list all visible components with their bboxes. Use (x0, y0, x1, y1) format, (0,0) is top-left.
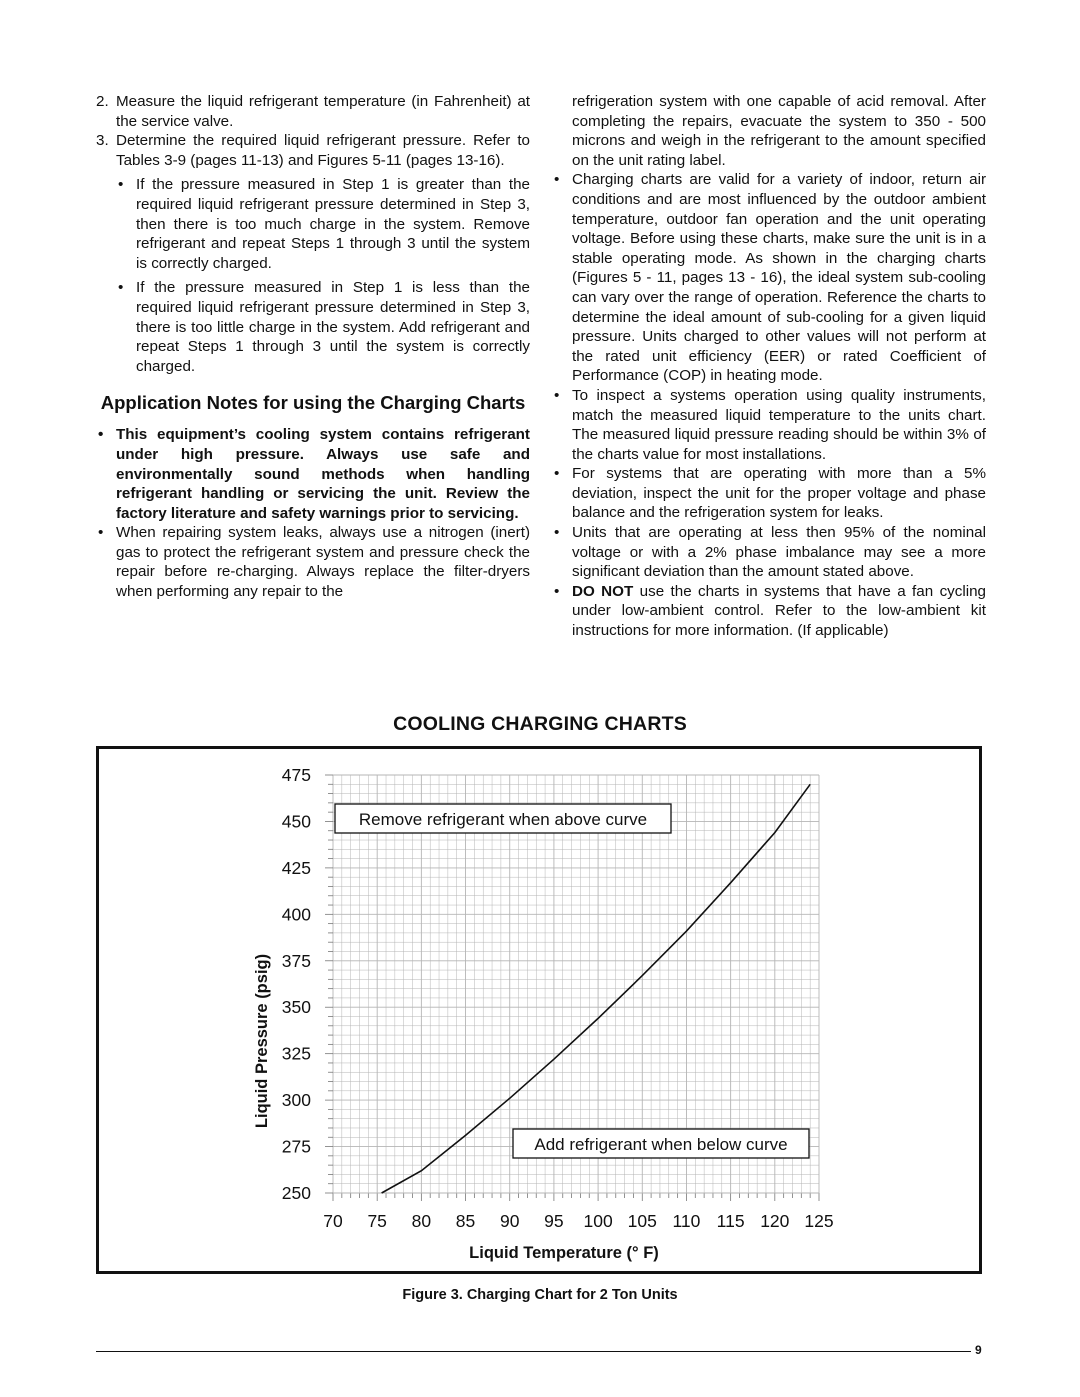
continuation-text: refrigeration system with one capable of acid removal. After completing the repairs, evacuate the system to 350 - 500 microns and weigh in the refrigerant to the amount specified on the unit rating label. (572, 93, 986, 169)
annotation-above (335, 804, 671, 833)
list-item: • Units that are operating at less then 95% of the nominal voltage or with a 2% phase imbalance may see a more significant deviation than the amount stated above. (552, 523, 986, 582)
x-tick-labels (323, 1211, 833, 1231)
step-text: Determine the required liquid refrigerant pressure. Refer to Tables 3-9 (pages 11-13) and Figures 5-11 (pages 13-16). (116, 132, 530, 169)
x-tick-label: 80 (411, 1211, 432, 1231)
left-column (96, 92, 530, 602)
y-tick-label: 400 (281, 904, 311, 925)
chart-frame (96, 746, 982, 1274)
step-number: 2. (96, 93, 109, 110)
figure-caption: Figure 3. Charging Chart for 2 Ton Units (402, 1287, 678, 1303)
annotation-below (513, 1129, 809, 1158)
y-tick-label: 275 (281, 1136, 311, 1157)
x-axis-label: Liquid Temperature (° F) (469, 1244, 659, 1262)
list-item: • If the pressure measured in Step 1 is less than the required liquid refrigerant pressure determined in Step 3, there is too little charge in the system. Add refrigerant and repeat Steps 1 through 3 until the system is correctly charged. (116, 278, 530, 376)
step-3 (96, 131, 530, 170)
y-tick-label: 375 (281, 950, 311, 971)
y-tick-label: 300 (281, 1090, 311, 1111)
x-tick-label: 110 (672, 1211, 701, 1231)
y-axis-label: Liquid Pressure (psig) (253, 953, 271, 1129)
x-tick-label: 115 (716, 1211, 745, 1231)
footer-rule (96, 1351, 971, 1352)
chart-heading: COOLING CHARGING CHARTS (393, 713, 687, 735)
step-2 (96, 92, 530, 131)
do-not-label: DO NOT (572, 582, 634, 600)
x-tick-label: 90 (499, 1211, 520, 1231)
repair-note: • When repairing system leaks, always use a nitrogen (inert) gas to protect the refrigerant system and pressure check the repair before re-charging. Always replace the filter-dryers when performing any repair to the (96, 523, 530, 601)
y-tick-label: 425 (281, 857, 311, 878)
y-tick-label: 350 (281, 997, 311, 1018)
safety-warning: • This equipment’s cooling system contains refrigerant under high pressure. Always use safe and environmentally sound methods when handling refrigerant handling or servicing the unit. Review the factory literature and safety warnings prior to servicing. (96, 425, 530, 523)
page-number: 9 (975, 1343, 982, 1357)
list-item: • Charging charts are valid for a variety of indoor, return air conditions and are most influenced by the outdoor ambient temperature, outdoor fan operation and the unit operating voltage. Before using these charts, make sure the unit is in a stable operating mode. As shown in the charging charts (Figures 5 - 11, pages 13 - 16), the ideal system sub-cooling can vary over the range of operation. Reference the charts to determine the ideal amount of sub-cooling for a given liquid pressure. Units charged to other values will not perform at the rated unit efficiency (EER) or rated Coefficient of Performance (COP) in heating mode. (552, 170, 986, 386)
y-tick-label: 450 (281, 811, 311, 832)
x-tick-label: 70 (323, 1211, 343, 1231)
x-tick-label: 125 (804, 1211, 834, 1231)
y-tick-label: 475 (281, 765, 311, 785)
charging-chart (99, 749, 979, 1271)
list-item (552, 582, 986, 641)
x-tick-label: 95 (544, 1211, 564, 1231)
x-tick-label: 75 (367, 1211, 387, 1231)
x-tick-label: 100 (583, 1211, 613, 1231)
list-item: • To inspect a systems operation using quality instruments, match the measured liquid temperature to the units chart. The measured liquid pressure reading should be within 3% of the charts value for most installations. (552, 386, 986, 464)
step-3-bullets (116, 175, 530, 376)
list-item-text: use the charts in systems that have a fan cycling under low-ambient control. Refer to the low-ambient kit instructions for more information. (If applicable) (572, 582, 986, 640)
y-tick-label: 250 (281, 1183, 311, 1203)
annotation-below-text: Add refrigerant when below curve (534, 1135, 788, 1154)
x-tick-label: 105 (627, 1211, 657, 1231)
right-column (552, 92, 986, 641)
x-tick-label: 120 (760, 1211, 790, 1231)
y-tick-labels (282, 765, 311, 1203)
section-heading: Application Notes for using the Charging Charts (100, 392, 526, 414)
step-text: Measure the liquid refrigerant temperature (in Fahrenheit) at the service valve. (116, 93, 530, 130)
y-tick-label: 325 (281, 1043, 311, 1064)
step-number: 3. (96, 132, 109, 150)
annotation-above-text: Remove refrigerant when above curve (358, 810, 648, 829)
x-tick-label: 85 (455, 1211, 476, 1231)
list-item: • For systems that are operating with more than a 5% deviation, inspect the unit for the proper voltage and phase balance and the refrigeration system for leaks. (552, 464, 986, 523)
list-item: • If the pressure measured in Step 1 is greater than the required liquid refrigerant pressure determined in Step 3, then there is too much charge in the system. Remove refrigerant and repeat Steps 1 through 3 until the system is correctly charged. (116, 175, 530, 273)
